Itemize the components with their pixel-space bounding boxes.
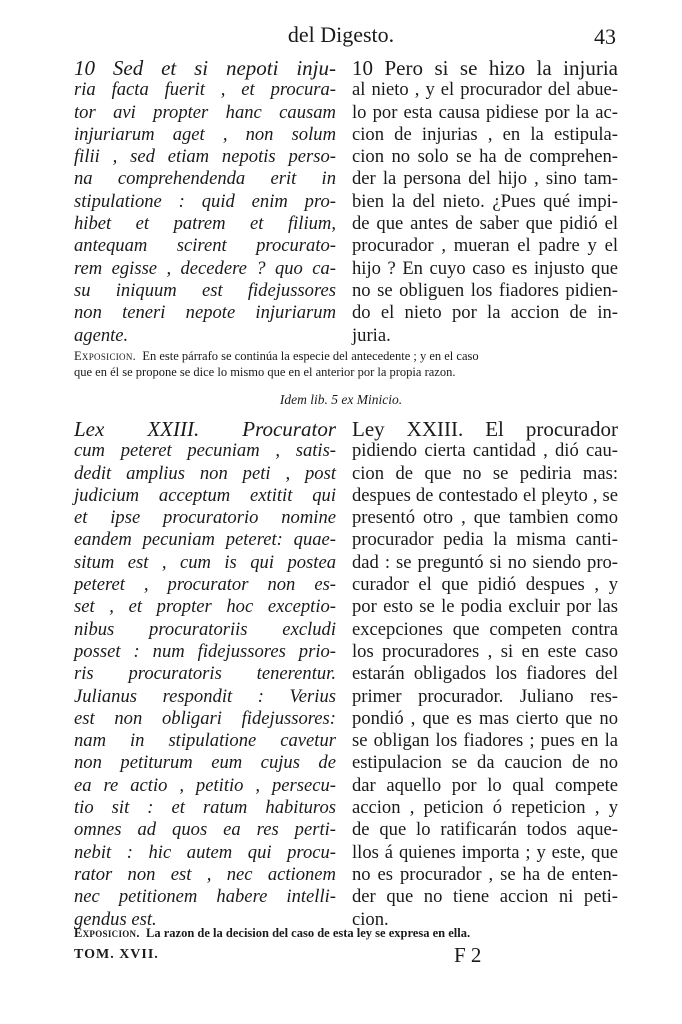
text-line: non teneri nepote injuriarum bbox=[74, 302, 336, 324]
source-citation bbox=[0, 392, 682, 408]
exposicion-section-10 bbox=[74, 348, 618, 380]
text-line: ea re actio , petitio , persecu- bbox=[74, 774, 336, 796]
text-line: cum peteret pecuniam , satis- bbox=[74, 440, 336, 462]
text-line: tor avi propter hanc causam bbox=[74, 101, 336, 123]
text-line: dad : se preguntó si no siendo pro- bbox=[352, 551, 618, 573]
text-line: los procuradores , si en este caso bbox=[352, 640, 618, 662]
lex-23-latin bbox=[74, 418, 336, 931]
text-line: hijo ? En cuyo caso es injusto que bbox=[352, 257, 618, 279]
exposicion-text-1: En este párrafo se continúa la especie del antecedente ; y en el caso bbox=[142, 349, 479, 363]
text-line: dar aquello por lo qual compete bbox=[352, 774, 618, 796]
text-line: non petiturum eum cujus de bbox=[74, 752, 336, 774]
text-line: pondió , que es mas cierto que no bbox=[352, 707, 618, 729]
volume-number: TOM. XVII. bbox=[74, 947, 159, 962]
text-line: de que antes de saber que pidió el bbox=[352, 213, 618, 235]
section-10-spanish bbox=[352, 57, 618, 347]
text-line: lo por esta causa pidiese por la ac- bbox=[352, 101, 618, 123]
text-line: cion de injurias , en la estipula- bbox=[352, 123, 618, 145]
text-line: injuriarum aget , non solum bbox=[74, 123, 336, 145]
exposicion-label: Exposicion. bbox=[74, 349, 137, 363]
text-line: cion no solo se ha de comprehen- bbox=[352, 146, 618, 168]
section-10-latin bbox=[74, 57, 336, 347]
text-line: Julianus respondit : Verius bbox=[74, 685, 336, 707]
text-line: estarán obligados los fiadores del bbox=[352, 663, 618, 685]
text-line: filii , sed etiam nepotis perso- bbox=[74, 146, 336, 168]
exposicion-text-2: que en él se propone se dice lo mismo que en el anterior por la propia razon. bbox=[74, 365, 456, 379]
source-text: Idem lib. 5 ex Minicio. bbox=[279, 392, 403, 407]
text-line: posset : num fidejussores prio- bbox=[74, 640, 336, 662]
text-line: nebit : hic autem qui procu- bbox=[74, 841, 336, 863]
text-line: al nieto , y el procurador del abue- bbox=[352, 79, 618, 101]
page-number: 43 bbox=[594, 24, 616, 49]
text-line: primer procurador. Juliano res- bbox=[352, 685, 618, 707]
lex-23-spanish bbox=[352, 418, 618, 931]
text-line: presentó otro , que tambien como bbox=[352, 507, 618, 529]
text-line: rator non est , nec actionem bbox=[74, 863, 336, 885]
text-line: der la persona del hijo , sino tam- bbox=[352, 168, 618, 190]
text-line: no se obliguen los fiadores pidien- bbox=[352, 279, 618, 301]
exposicion-lex-23 bbox=[74, 925, 618, 941]
text-line: llos á quienes importa ; y este, que bbox=[352, 841, 618, 863]
text-line: omnes ad quos ea res perti- bbox=[74, 819, 336, 841]
page-footer bbox=[74, 943, 618, 971]
text-line: est non obligari fidejussores: bbox=[74, 707, 336, 729]
text-line: juria. bbox=[352, 324, 391, 346]
text-line: excepciones que competen contra bbox=[352, 618, 618, 640]
exposicion-label: Exposicion. bbox=[74, 926, 140, 940]
text-line: stipulatione : quid enim pro- bbox=[74, 190, 336, 212]
text-line: ria facta fuerit , et procura- bbox=[74, 79, 336, 101]
page-header bbox=[0, 22, 682, 52]
text-line: cion de que no se pediria mas: bbox=[352, 462, 618, 484]
text-line: gendus est. bbox=[74, 908, 157, 930]
text-line: der que no tiene accion ni peti- bbox=[352, 886, 618, 908]
text-line: accion , peticion ó repeticion , y bbox=[352, 797, 618, 819]
text-line: bien la del nieto. ¿Pues qué impi- bbox=[352, 190, 618, 212]
text-line: et ipse procuratorio nomine bbox=[74, 507, 336, 529]
text-line: judicium acceptum extitit qui bbox=[74, 484, 336, 506]
exposicion-line bbox=[74, 348, 618, 364]
text-line: 10 Pero si se hizo la injuria bbox=[352, 56, 618, 80]
text-line: peteret , procurator non es- bbox=[74, 574, 336, 596]
text-line: dedit amplius non peti , post bbox=[74, 462, 336, 484]
text-line: antequam scirent procurato- bbox=[74, 235, 336, 257]
text-line: nibus procuratoriis excludi bbox=[74, 618, 336, 640]
text-line: situm est , cum is qui postea bbox=[74, 551, 336, 573]
text-line: Ley XXIII. El procurador bbox=[352, 417, 618, 441]
text-line: curador el que pidió despues , y bbox=[352, 574, 618, 596]
text-line: set , et propter hoc exceptio- bbox=[74, 596, 336, 618]
text-line: eandem pecuniam peteret: quae- bbox=[74, 529, 336, 551]
text-line: procurador pedia la misma canti- bbox=[352, 529, 618, 551]
running-head: del Digesto. bbox=[287, 22, 395, 47]
text-line: procurador , mueran el padre y el bbox=[352, 235, 618, 257]
text-line: despues de contestado el pleyto , se bbox=[352, 484, 618, 506]
text-line: pidiendo cierta cantidad , dió cau- bbox=[352, 440, 618, 462]
text-line: rem egisse , decedere ? quo ca- bbox=[74, 257, 336, 279]
signature-mark: F 2 bbox=[454, 943, 482, 967]
text-line: na comprehendenda erit in bbox=[74, 168, 336, 190]
text-line: do el nieto por la accion de in- bbox=[352, 302, 618, 324]
text-line: nam in stipulatione cavetur bbox=[74, 730, 336, 752]
text-line: de que lo ratificarán todos aque- bbox=[352, 819, 618, 841]
text-line: ris procuratoris tenerentur. bbox=[74, 663, 336, 685]
text-line: su iniquum est fidejussores bbox=[74, 279, 336, 301]
text-line: 10 Sed et si nepoti inju- bbox=[74, 56, 336, 80]
text-line: se obligan los fiadores ; pues en la bbox=[352, 730, 618, 752]
text-line: nec petitionem habere intelli- bbox=[74, 886, 336, 908]
text-line: estipulacion se da caucion de no bbox=[352, 752, 618, 774]
exposicion-line bbox=[74, 364, 618, 380]
exposicion-text: La razon de la decision del caso de esta ley se expresa en ella. bbox=[146, 926, 471, 940]
text-line: Lex XXIII. Procurator bbox=[74, 417, 336, 441]
text-line: por esto se le podia excluir por las bbox=[352, 596, 618, 618]
text-line: agente. bbox=[74, 324, 129, 346]
text-line: no es procurador , se ha de enten- bbox=[352, 863, 618, 885]
text-line: tio sit : et ratum habituros bbox=[74, 797, 336, 819]
text-line: hibet et patrem et filium, bbox=[74, 213, 336, 235]
text-line: cion. bbox=[352, 908, 389, 930]
